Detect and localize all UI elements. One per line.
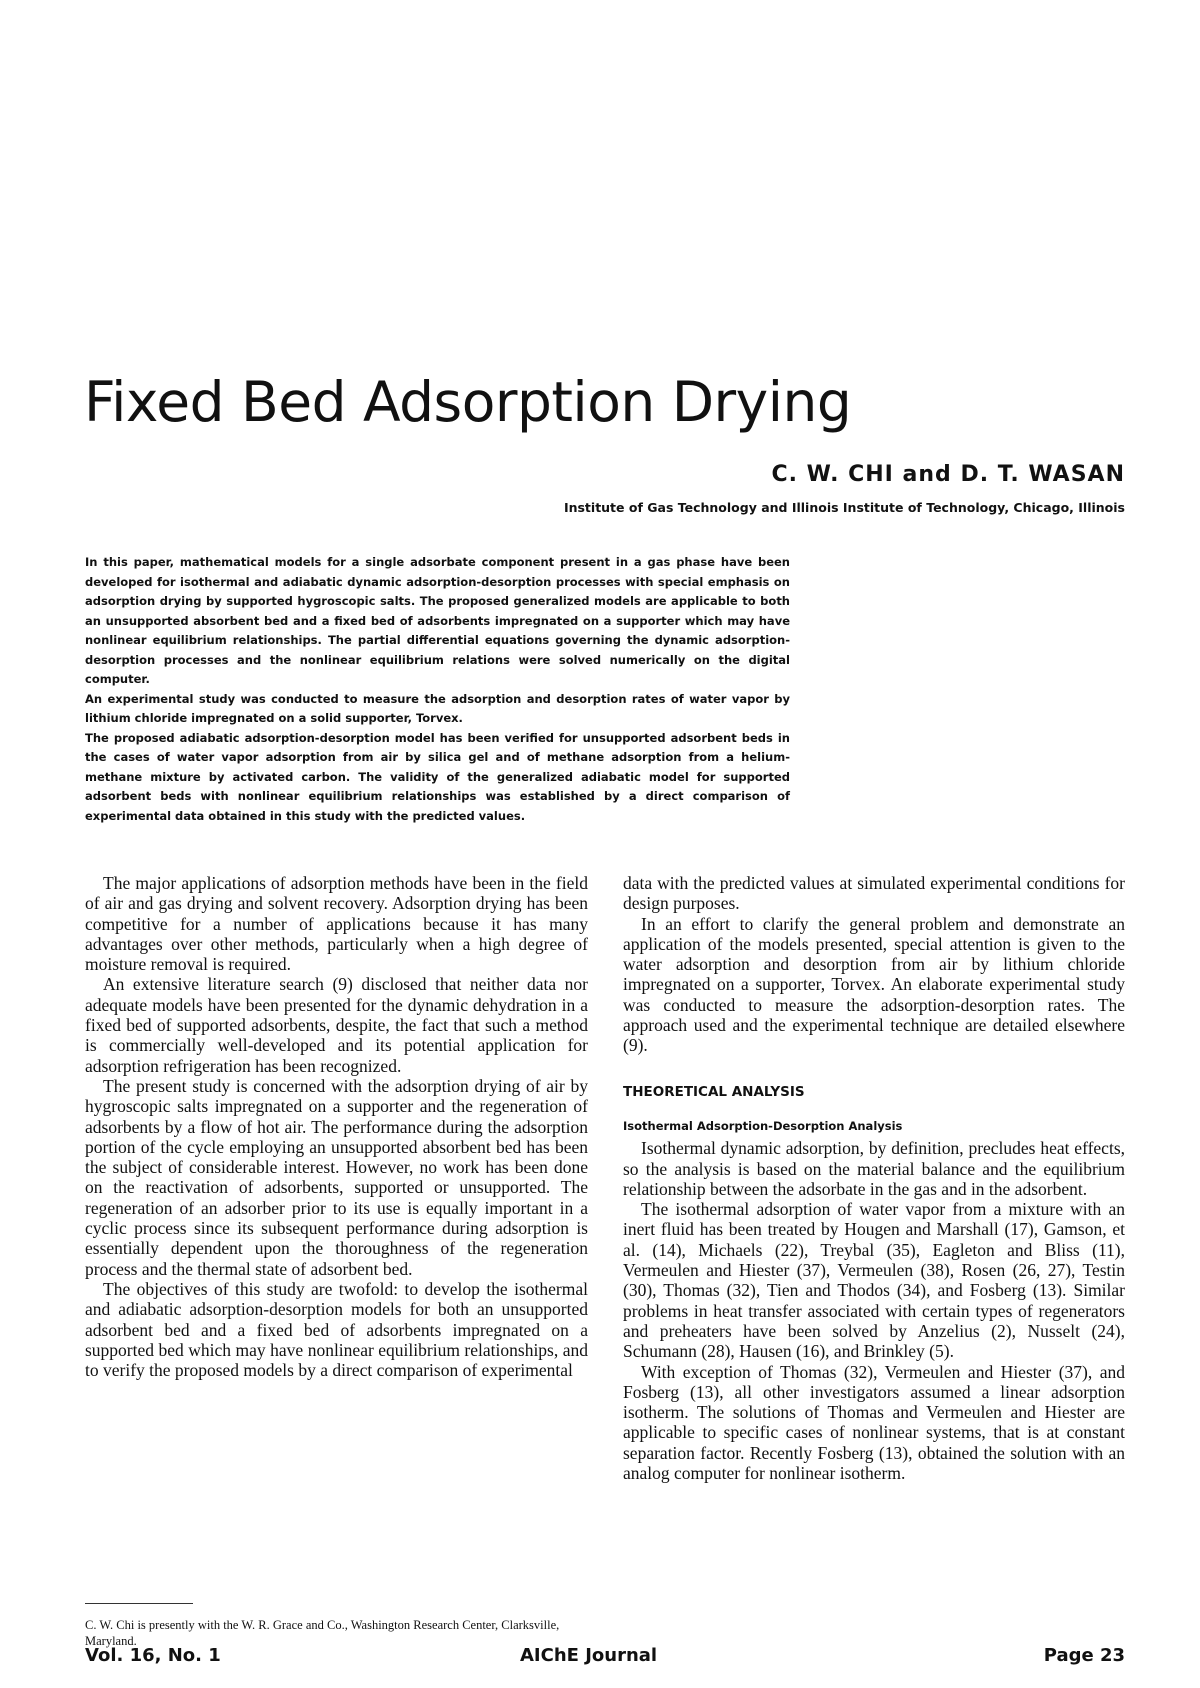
article-title: Fixed Bed Adsorption Drying [84,370,852,434]
body-paragraph: The objectives of this study are twofold: to develop the isothermal and adiabatic adsorption-desorption models for both an unsupported adsorbent bed and a fixed bed of adsorbents impregnated on a supported bed which may have nonlinear equilibrium relationships, and to verify the proposed models by a direct comparison of experimental [85,1278,588,1381]
footnote-divider [85,1603,193,1604]
right-column [623,873,1125,1483]
abstract [85,553,790,826]
body-paragraph: The isothermal adsorption of water vapor from a mixture with an inert fluid has been treated by Hougen and Marshall (17), Gamson, et al. (14), Michaels (22), Treybal (35), Eagleton and Bliss (11), Vermeulen and Hiester (37), Vermeulen (38), Rosen (26, 27), Testin (30), Thomas (32), Tien and Thodos (34), and Fosberg (13). Similar problems in heat transfer associated with certain types of regenerators and preheaters have been solved by Anzelius (2), Nusselt (24), Schumann (28), Hausen (16), and Brinkley (5). [623,1199,1125,1362]
authors: C. W. CHI and D. T. WASAN [771,462,1125,487]
affiliation: Institute of Gas Technology and Illinois Institute of Technology, Chicago, Illinois [563,500,1125,515]
body-paragraph: The present study is concerned with the adsorption drying of air by hygroscopic salts impregnated on a supporter and the regeneration of adsorbents by a flow of hot air. The performance during the adsorption portion of the cycle employing an unsupported absorbent bed has been the subject of considerable interest. However, no work has been done on the reactivation of adsorbents, supported or unsupported. The regeneration of an adsorber prior to its use is equally important in a cyclic process since its subsequent performance during adsorption is essentially dependent upon the thoroughness of the regeneration process and the thermal state of adsorbent bed. [85,1075,588,1279]
footer-volume: Vol. 16, No. 1 [85,1645,221,1666]
left-column [85,873,588,1380]
abstract-paragraph: An experimental study was conducted to measure the adsorption and desorption rates of water vapor by lithium chloride impregnated on a solid supporter, Torvex. [85,691,790,725]
section-heading: THEORETICAL ANALYSIS [623,1083,805,1100]
abstract-paragraph: In this paper, mathematical models for a single adsorbate component present in a gas phase have been developed for isothermal and adiabatic dynamic adsorption-desorption processes with special emphasis on adsorption drying by supported hygroscopic salts. The proposed generalized models are applicable to both an unsupported absorbent bed and a fixed bed of adsorbents impregnated on a supporter which may have nonlinear equilibrium relationships. The partial differential equations governing the dynamic adsorption-desorption processes and the nonlinear equilibrium relations were solved numerically on the digital computer. [85,555,790,686]
body-paragraph-continuation: data with the predicted values at simulated experimental conditions for design purposes. [623,873,1125,914]
footer-journal: AIChE Journal [520,1645,658,1666]
footer-page-number: Page 23 [1043,1645,1125,1666]
body-paragraph: An extensive literature search (9) disclosed that neither data nor adequate models have been presented for the dynamic dehydration in a fixed bed of supported adsorbents, despite, the fact that such a method is commercially well-developed and its potential application for adsorption refrigeration has been recognized. [85,974,588,1076]
footnote-line: C. W. Chi is presently with the W. R. Grace and Co., Washington [85,1618,411,1632]
footnote-line: Research Center, Clarksville, Maryland. [85,1618,560,1648]
subsection-heading: Isothermal Adsorption-Desorption Analysis [623,1118,903,1133]
body-paragraph: The major applications of adsorption methods have been in the field of air and gas drying and solvent recovery. Adsorption drying has been competitive for a number of applications because it has many advantages over other methods, particularly when a high degree of moisture removal is required. [85,873,588,975]
body-paragraph: With exception of Thomas (32), Vermeulen and Hiester (37), and Fosberg (13), all other investigators assumed a linear adsorption isotherm. The solutions of Thomas and Vermeulen and Hiester are applicable to specific cases of nonlinear systems, that is at constant separation factor. Recently Fosberg (13), obtained the solution with an analog computer for nonlinear isotherm. [623,1361,1125,1484]
abstract-paragraph: The proposed adiabatic adsorption-desorption model has been verified for unsupported adsorbent beds in the cases of water vapor adsorption from air by silica gel and of methane adsorption from a helium-methane mixture by activated carbon. The validity of the generalized adiabatic model for supported adsorbent beds with nonlinear equilibrium relationships was established by a direct comparison of experimental data obtained in this study with the predicted values. [85,730,790,823]
body-paragraph: In an effort to clarify the general problem and demonstrate an application of the models presented, special attention is given to the water adsorption and desorption from air by lithium chloride impregnated on a supporter, Torvex. An elaborate experimental study was conducted to measure the adsorption-desorption rates. The approach used and the experimental technique are detailed elsewhere (9). [623,913,1125,1056]
body-paragraph: Isothermal dynamic adsorption, by definition, precludes heat effects, so the analysis is based on the material balance and the equilibrium relationship between the adsorbate in the gas and in the adsorbent. [623,1138,1125,1199]
